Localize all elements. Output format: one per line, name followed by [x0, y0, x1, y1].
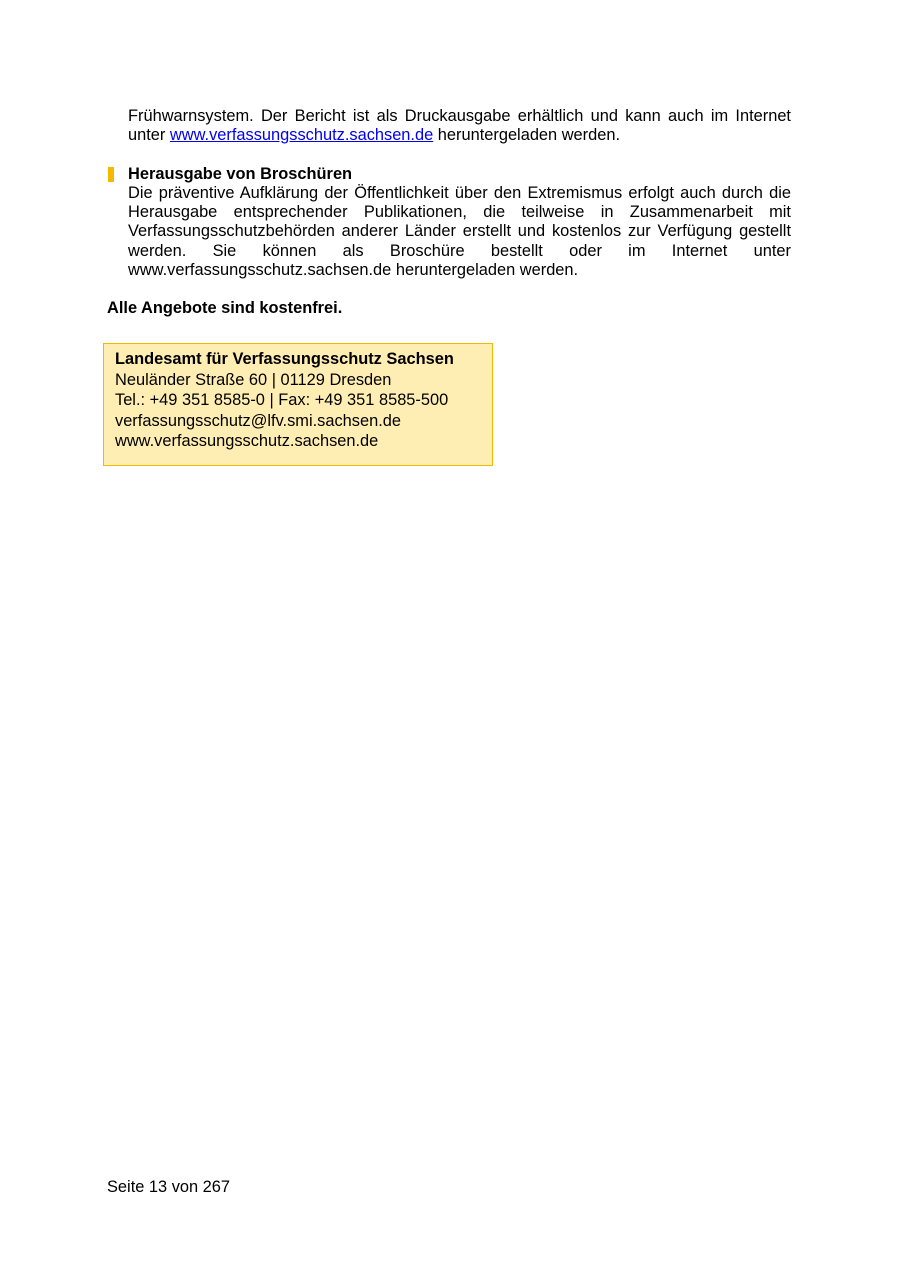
intro-tail: heruntergeladen werden.: [437, 126, 621, 145]
intro-text: Frühwarnsystem. Der Bericht ist als Druckausgabe erhältlich und kann auch im Internet unter: [128, 107, 791, 145]
contact-box: [103, 343, 493, 466]
free-of-charge-note: Alle Angebote sind kostenfrei.: [107, 299, 343, 317]
verfassungsschutz-link[interactable]: www.verfassungsschutz.sachsen.de: [169, 126, 434, 145]
contact-name: Landesamt für Verfassungsschutz Sachsen: [115, 350, 454, 368]
contact-email: verfassungsschutz@lfv.smi.sachsen.de: [115, 411, 401, 430]
contact-website: www.verfassungsschutz.sachsen.de: [115, 432, 379, 451]
contact-address: Neuländer Straße 60 | 01129 Dresden: [115, 370, 392, 389]
bullet-heading: Herausgabe von Broschüren: [128, 165, 353, 183]
bullet-marker-icon: [108, 167, 114, 182]
contact-phone: Tel.: +49 351 8585-0 | Fax: +49 351 8585-500: [115, 391, 449, 410]
bullet-body-paragraph: Die präventive Aufklärung der Öffentlichkeit über den Extremismus erfolgt auch durch die Herausgabe entsprechender Publikationen, die teilweise in Zusammenarbeit mit Verfassungsschutzbehörden anderer Länder erstellt und kostenlos zur Verfügung gestellt werden. Sie können als Broschüre bestellt oder im Internet unter www.verfassungsschutz.sachsen.de heruntergeladen werden.: [128, 184, 791, 279]
page-number: Seite 13 von 267: [107, 1178, 231, 1196]
intro-paragraph: [128, 107, 791, 145]
